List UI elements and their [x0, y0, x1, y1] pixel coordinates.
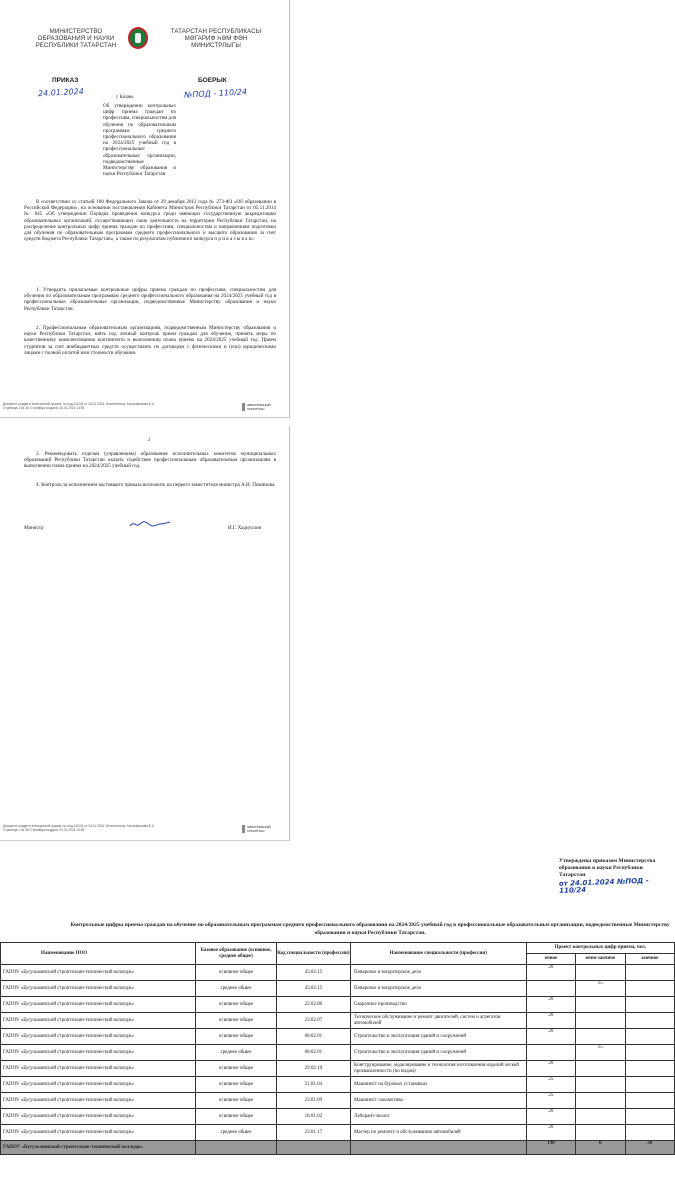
- cell-mixed: [576, 1109, 625, 1125]
- cell-spec: Конструирование, моделирование и технология изготовления изделий легкой промышленности (по видам): [350, 1061, 526, 1077]
- cell-mixed: [576, 1077, 625, 1093]
- order-page-2: [0, 426, 290, 841]
- cell-spec: Строительство и эксплуатация зданий и сооружений: [350, 1045, 526, 1061]
- cell-code: 21.01.04: [276, 1077, 350, 1093]
- total-empty: [350, 1141, 526, 1155]
- cell-mixed: [576, 1029, 625, 1045]
- appendix-page: [0, 848, 675, 1200]
- cell-edu: основное общее: [196, 965, 277, 981]
- cell-spec: Строительство и эксплуатация зданий и сооружений: [350, 1029, 526, 1045]
- cell-full: 20: [526, 1013, 575, 1029]
- total-org: ГАПОУ «Бугульминский строительно-технический колледж»: [1, 1141, 196, 1155]
- cell-code: 08.02.01: [276, 1045, 350, 1061]
- cell-spec: Лаборант-эколог: [350, 1109, 526, 1125]
- cell-extra: [625, 965, 674, 981]
- table-row: [1, 965, 675, 981]
- cell-spec: Мастер по ремонту и обслуживанию автомобилей: [350, 1125, 526, 1141]
- cell-extra: [625, 1077, 674, 1093]
- cell-code: 23.01.09: [276, 1093, 350, 1109]
- table-row: [1, 1045, 675, 1061]
- total-empty: [276, 1141, 350, 1155]
- header-code: Код специальности (профессии): [276, 943, 350, 965]
- cell-org: ГАПОУ «Бугульминский строительно-технический колледж»: [1, 997, 196, 1013]
- order-number: №ПОД - 110/24: [183, 87, 248, 100]
- cell-org: ГАПОУ «Бугульминский строительно-технический колледж»: [1, 1061, 196, 1077]
- cell-spec: Техническое обслуживание и ремонт двигателей, систем и агрегатов автомобилей: [350, 1013, 526, 1029]
- order-page-1: [0, 0, 290, 418]
- cell-edu: основное общее: [196, 1029, 277, 1045]
- cell-full: 20: [526, 1109, 575, 1125]
- e-tatarstan-logo-2: ЭЛЕКТРОННЫЙ ТАТАРСТАН: [242, 825, 280, 833]
- order-item-2: 2. Профессиональным образовательным организациям, подведомственным Министерству образования и науки Республики Татарстан, взять под личный контроль прием граждан для обучения, принять меры по качественному комплектованию контингента и выполнению плана приема на 2024/2025 учебный год. Прием студентов за счет внебюджетных средств осуществлять по договорам с физическими и (или) юридическими лицами с полной оплатой ими стоимости обучения.: [24, 325, 276, 356]
- cell-edu: основное общее: [196, 1093, 277, 1109]
- total-row: [1, 1141, 675, 1155]
- cell-edu: основное общее: [196, 1109, 277, 1125]
- cell-extra: [625, 1093, 674, 1109]
- cell-edu: основное общее: [196, 1077, 277, 1093]
- header-full: очное: [526, 954, 575, 965]
- cell-org: ГАПОУ «Бугульминский строительно-технический колледж»: [1, 1077, 196, 1093]
- appendix-title: Контрольные цифры приема граждан на обучение по образовательным программам среднего профессионального образования на 2024/2025 учебный год в профессиональные образовательные организации, подведомственные Министерству образования и науки Республики Татарстан.: [70, 922, 670, 936]
- table-row: [1, 1077, 675, 1093]
- cell-code: 22.02.06: [276, 997, 350, 1013]
- table-row: [1, 1029, 675, 1045]
- approval-date-number: от 24.01.2024 №ПОД - 110/24: [558, 876, 649, 895]
- cell-edu: среднее общее: [196, 981, 277, 997]
- cell-full: 20: [526, 965, 575, 981]
- cell-code: 43.02.15: [276, 981, 350, 997]
- order-item-1: 1. Утвердить прилагаемые контрольные цифры приема граждан по профессиям, специальностям для обучения по образовательным программам среднего профессионального образования на 2024/2025 учебный год в профессиональные образовательные организации, подведомственные Министерству образования и науки Республики Татарстан.: [24, 287, 276, 312]
- header-org: Наименование ПОО: [1, 943, 196, 965]
- e-tatarstan-logo: ЭЛЕКТРОННЫЙ ТАТАРСТАН: [242, 403, 280, 411]
- cell-mixed: [576, 965, 625, 981]
- signer-role: Министр: [24, 526, 44, 531]
- table-row: [1, 1125, 675, 1141]
- header-extra: заочное: [625, 954, 674, 965]
- cell-edu: основное общее: [196, 997, 277, 1013]
- cell-extra: [625, 981, 674, 997]
- cell-spec: Поварское и кондитерское дело: [350, 965, 526, 981]
- header-project: Проект контрольных цифр приема, чел.: [526, 943, 674, 954]
- cell-extra: [625, 1061, 674, 1077]
- cell-code: 29.02.10: [276, 1061, 350, 1077]
- cell-org: ГАПОУ «Бугульминский строительно-технический колледж»: [1, 965, 196, 981]
- cell-extra: [625, 1013, 674, 1029]
- ministry-name-ru: МИНИСТЕРСТВО ОБРАЗОВАНИЯ И НАУКИ РЕСПУБЛИКИ ТАТАРСТАН: [35, 28, 117, 49]
- cell-mixed: [576, 1125, 625, 1141]
- order-title-ru: ПРИКАЗ: [52, 77, 79, 84]
- cell-mixed: 15: [576, 1045, 625, 1061]
- cell-full: 25: [526, 1077, 575, 1093]
- cell-mixed: [576, 1093, 625, 1109]
- cell-edu: основное общее: [196, 1061, 277, 1077]
- signer-name: И.Г. Хадиуллин: [228, 526, 262, 531]
- tatarstan-emblem-icon: [128, 27, 148, 49]
- cell-full: 20: [526, 1029, 575, 1045]
- cell-org: ГАПОУ «Бугульминский строительно-технический колледж»: [1, 1013, 196, 1029]
- cell-mixed: [576, 997, 625, 1013]
- cell-full: 25: [526, 1093, 575, 1109]
- cell-code: 43.02.15: [276, 965, 350, 981]
- cell-full: [526, 981, 575, 997]
- total-mixed: 0: [576, 1141, 625, 1155]
- table-row: [1, 1109, 675, 1125]
- cell-extra: [625, 1045, 674, 1061]
- cell-spec: Машинист локомотива: [350, 1093, 526, 1109]
- total-extra: 30: [625, 1141, 674, 1155]
- cell-code: 23.02.07: [276, 1013, 350, 1029]
- cell-spec: Поварское и кондитерское дело: [350, 981, 526, 997]
- cell-code: 18.01.02: [276, 1109, 350, 1125]
- cell-org: ГАПОУ «Бугульминский строительно-технический колледж»: [1, 1045, 196, 1061]
- cell-org: ГАПОУ «Бугульминский строительно-технический колледж»: [1, 1029, 196, 1045]
- page-footer: Документ создан в электронной форме. № под-110/24 от 24.01.2024. Исполнитель: Митрофанова Е.А. Страница 1 из 28. Страница создана: 24.01.2024 13:55: [3, 402, 155, 411]
- header-edu: Базовое образование (основное, среднее общее): [196, 943, 277, 965]
- order-preamble: В соответствии со статьей 100 Федерального Закона от 29 декабря 2012 года № 273-ФЗ «Об образовании в Российской Федерации», на основании постановления Кабинета Министров Республики Татарстан от 05.11.2014 № 845 «Об утверждении Порядка проведения конкурса среди имеющих государственную аккредитацию образовательных организаций, осуществляющих свою деятельность на территории Республики Татарстан, на распределение контрольных цифр приема граждан по профессиям, специальностям и направлениям подготовки для обучения по образовательным программам среднего профессионального и высшего образования за счет средств бюджета Республики Татарстан», а также по результатам публичного конкурса п р и к а з ы в а ю:: [24, 199, 276, 243]
- order-item-4: 4. Контроль за исполнением настоящего приказа возложить на первого заместителя министра А.И. Поминова.: [36, 482, 276, 488]
- total-full: 190: [526, 1141, 575, 1155]
- signature-icon: [128, 518, 172, 530]
- cell-code: 08.02.01: [276, 1029, 350, 1045]
- cell-org: ГАПОУ «Бугульминский строительно-технический колледж»: [1, 1109, 196, 1125]
- table-row: [1, 997, 675, 1013]
- cell-full: 20: [526, 997, 575, 1013]
- admission-table: [0, 942, 675, 1155]
- cell-org: ГАПОУ «Бугульминский строительно-технический колледж»: [1, 1125, 196, 1141]
- cell-code: 23.01.17: [276, 1125, 350, 1141]
- cell-spec: Машинист на буровых установках: [350, 1077, 526, 1093]
- cell-extra: [625, 997, 674, 1013]
- cell-extra: [625, 1125, 674, 1141]
- order-subject: Об утверждении контрольных цифр приема граждан по профессиям, специальностям для обучения по образовательным программам среднего профессионального образования на 2024/2025 учебный год в профессиональные образовательные организации, подведомственные Министерству образования и науки Республики Татарстан: [103, 103, 176, 178]
- ministry-name-tt: ТАТАРСТАН РЕСПУБЛИКАСЫ МӘГАРИФ ҺӘМ ФӘН МИНИСТРЛЫГЫ: [170, 28, 262, 49]
- header-mixed: очно-заочное: [576, 954, 625, 965]
- cell-org: ГАПОУ «Бугульминский строительно-технический колледж»: [1, 1093, 196, 1109]
- cell-extra: [625, 1029, 674, 1045]
- cell-extra: [625, 1109, 674, 1125]
- table-row: [1, 1093, 675, 1109]
- total-empty: [196, 1141, 277, 1155]
- table-body: [1, 965, 675, 1155]
- table-row: [1, 1013, 675, 1029]
- cell-edu: среднее общее: [196, 1045, 277, 1061]
- cell-mixed: [576, 1013, 625, 1029]
- order-city: г. Казань: [116, 95, 134, 100]
- cell-org: ГАПОУ «Бугульминский строительно-технический колледж»: [1, 981, 196, 997]
- page-number: 2: [148, 438, 151, 443]
- cell-mixed: [576, 1061, 625, 1077]
- cell-mixed: 15: [576, 981, 625, 997]
- order-title-tt: БОЕРЫК: [198, 77, 227, 84]
- table-row: [1, 1061, 675, 1077]
- cell-spec: Сварочное производство: [350, 997, 526, 1013]
- cell-edu: основное общее: [196, 1013, 277, 1029]
- approval-stamp: Утверждены приказом Министерства образования и науки Республики Татарстан от 24.01.2024 №ПОД - 110/24: [559, 858, 669, 893]
- order-date: 24.01.2024: [37, 86, 85, 99]
- order-item-3: 3. Рекомендовать отделам (управлениям) образования исполнительных комитетов муниципальных образований Республики Татарстан оказать содействие профессиональным образовательным организациям в выполнении плана приема на 2024/2025 учебный год.: [24, 451, 276, 470]
- table-row: [1, 981, 675, 997]
- header-spec: Наименование специальности (профессии): [350, 943, 526, 965]
- page-footer-2: Документ создан в электронной форме. № под-110/24 от 24.01.2024. Исполнитель: Митрофанова Е.А. Страница 2 из 28. Страница создана: 24.01.2024 13:55: [3, 824, 155, 833]
- cell-full: 20: [526, 1061, 575, 1077]
- cell-full: 20: [526, 1125, 575, 1141]
- cell-full: [526, 1045, 575, 1061]
- cell-edu: среднее общее: [196, 1125, 277, 1141]
